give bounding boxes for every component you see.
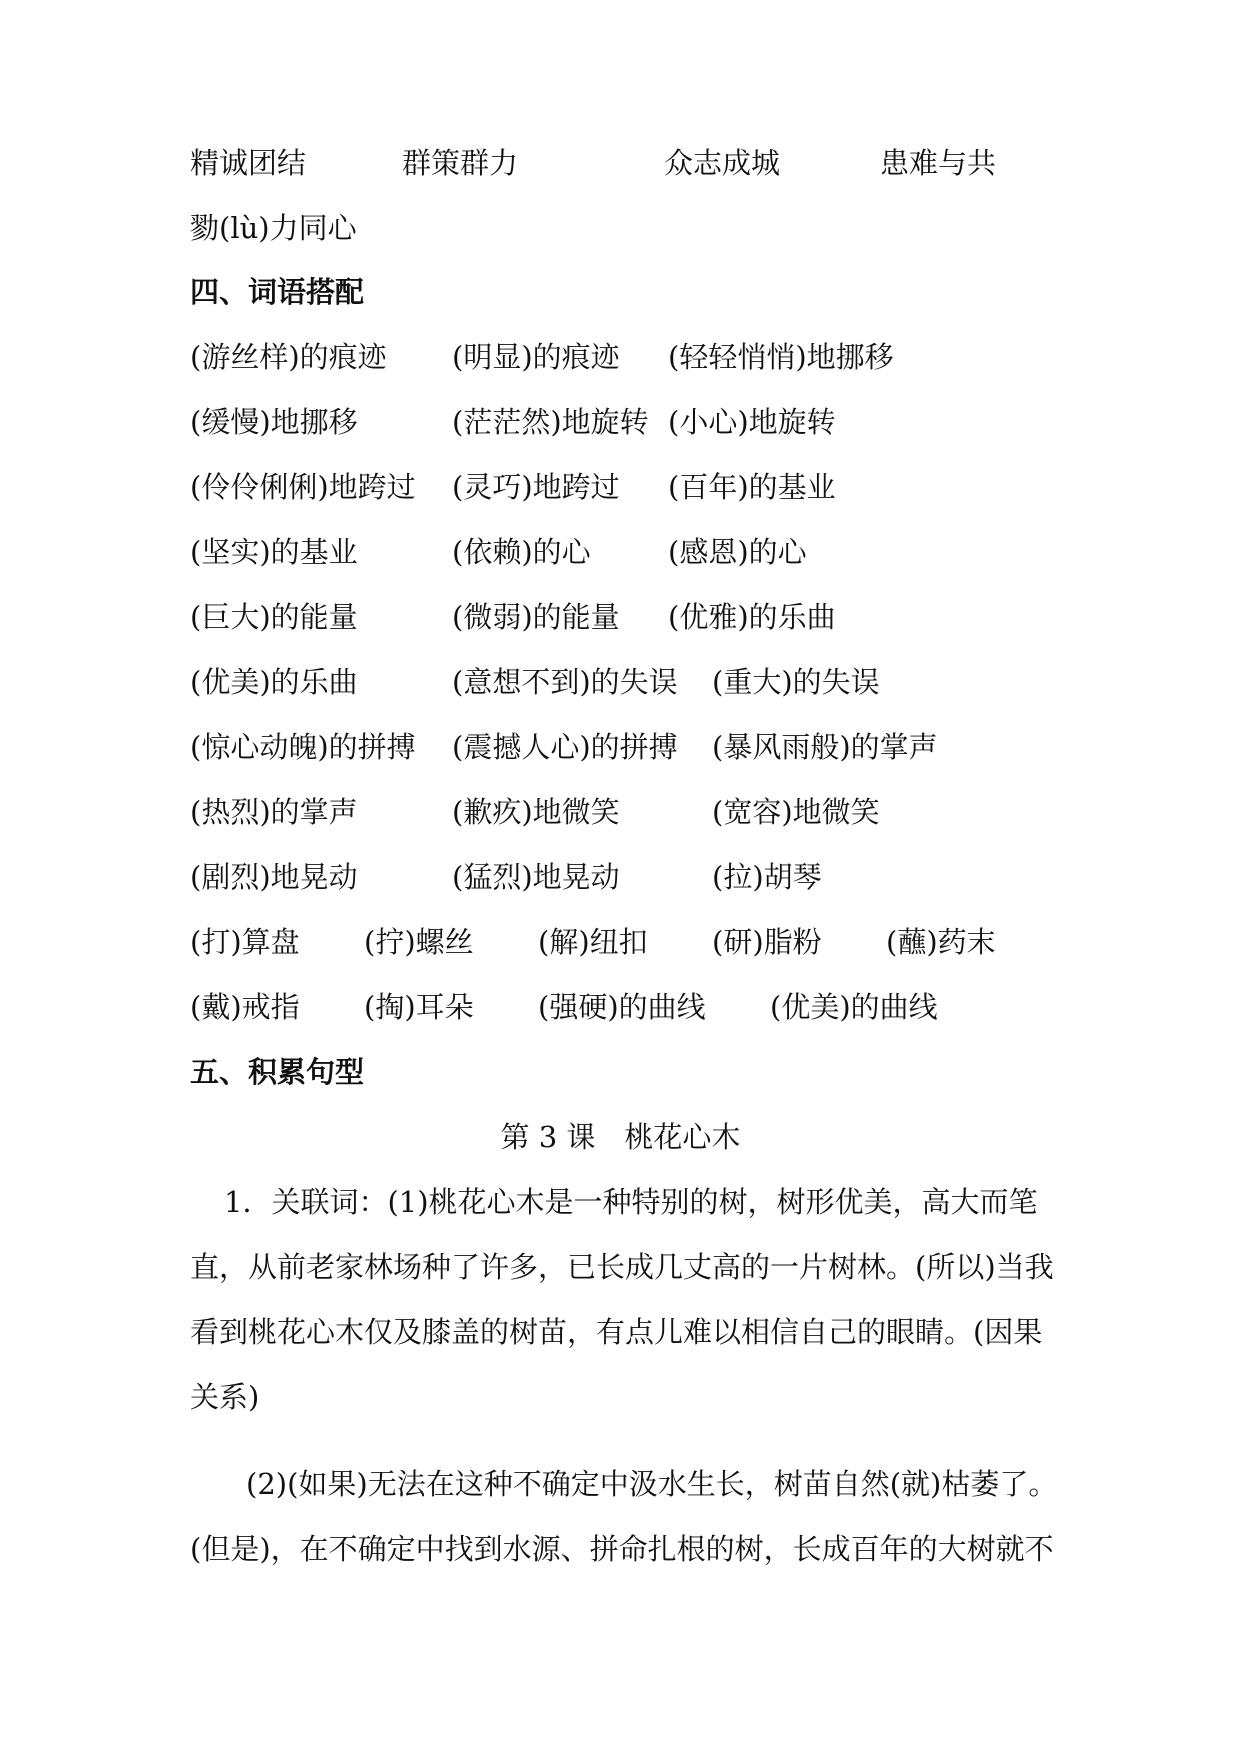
collocation-item: (优雅)的乐曲 [668,600,836,634]
collocation-item: (蘸)药末 [886,925,996,959]
collocation-item: (打)算盘 [190,925,300,959]
collocation-item: (暴风雨般)的掌声 [712,730,938,764]
collocation-item: (依赖)的心 [452,535,591,569]
collocation-item: (游丝样)的痕迹 [190,340,387,374]
paragraph-line: 1．关联词：(1)桃花心木是一种特别的树，树形优美，高大而笔 [224,1185,1038,1219]
collocation-item: (戴)戒指 [190,990,300,1024]
paragraph-line: (2)(如果)无法在这种不确定中汲水生长，树苗自然(就)枯萎了。 [246,1467,1058,1501]
section-heading-5: 五、积累句型 [190,1055,365,1089]
collocation-item: (优美)的曲线 [770,990,938,1024]
collocation-item: (重大)的失误 [712,665,880,699]
collocation-item: (掏)耳朵 [364,990,474,1024]
collocation-item: (热烈)的掌声 [190,795,358,829]
collocation-item: (感恩)的心 [668,535,807,569]
collocation-item: (优美)的乐曲 [190,665,358,699]
collocation-item: (巨大)的能量 [190,600,358,634]
collocation-item: (轻轻悄悄)地挪移 [668,340,894,374]
collocation-item: (震撼人心)的拼搏 [452,730,678,764]
collocation-item: (惊心动魄)的拼搏 [190,730,416,764]
collocation-item: (解)纽扣 [538,925,648,959]
collocation-item: (百年)的基业 [668,470,836,504]
idiom-item: 众志成城 [664,146,781,180]
section-heading-4: 四、词语搭配 [190,275,365,309]
idiom-item: 患难与共 [880,146,997,180]
collocation-item: (剧烈)地晃动 [190,860,358,894]
collocation-item: (意想不到)的失误 [452,665,678,699]
collocation-item: (小心)地旋转 [668,405,836,439]
paragraph-line: 看到桃花心木仅及膝盖的树苗，有点儿难以相信自己的眼睛。(因果 [190,1315,1043,1349]
collocation-item: (宽容)地微笑 [712,795,880,829]
collocation-item: (伶伶俐俐)地跨过 [190,470,416,504]
idiom-item: 精诚团结 [190,146,307,180]
collocation-item: (猛烈)地晃动 [452,860,620,894]
paragraph-line: (但是)，在不确定中找到水源、拼命扎根的树，长成百年的大树就不 [190,1532,1054,1566]
collocation-item: (强硬)的曲线 [538,990,706,1024]
idiom-item: 勠(lù)力同心 [190,211,357,245]
collocation-item: (微弱)的能量 [452,600,620,634]
collocation-item: (灵巧)地跨过 [452,470,620,504]
lesson-title: 第 3 课 桃花心木 [500,1120,741,1154]
paragraph-line: 直，从前老家林场种了许多，已长成几丈高的一片树林。(所以)当我 [190,1250,1054,1284]
idiom-item: 群策群力 [402,146,519,180]
collocation-item: (缓慢)地挪移 [190,405,358,439]
collocation-item: (歉疚)地微笑 [452,795,620,829]
collocation-item: (茫茫然)地旋转 [452,405,649,439]
paragraph-line: 关系) [190,1380,260,1414]
collocation-item: (拧)螺丝 [364,925,474,959]
collocation-item: (坚实)的基业 [190,535,358,569]
collocation-item: (研)脂粉 [712,925,822,959]
collocation-item: (拉)胡琴 [712,860,822,894]
collocation-item: (明显)的痕迹 [452,340,620,374]
